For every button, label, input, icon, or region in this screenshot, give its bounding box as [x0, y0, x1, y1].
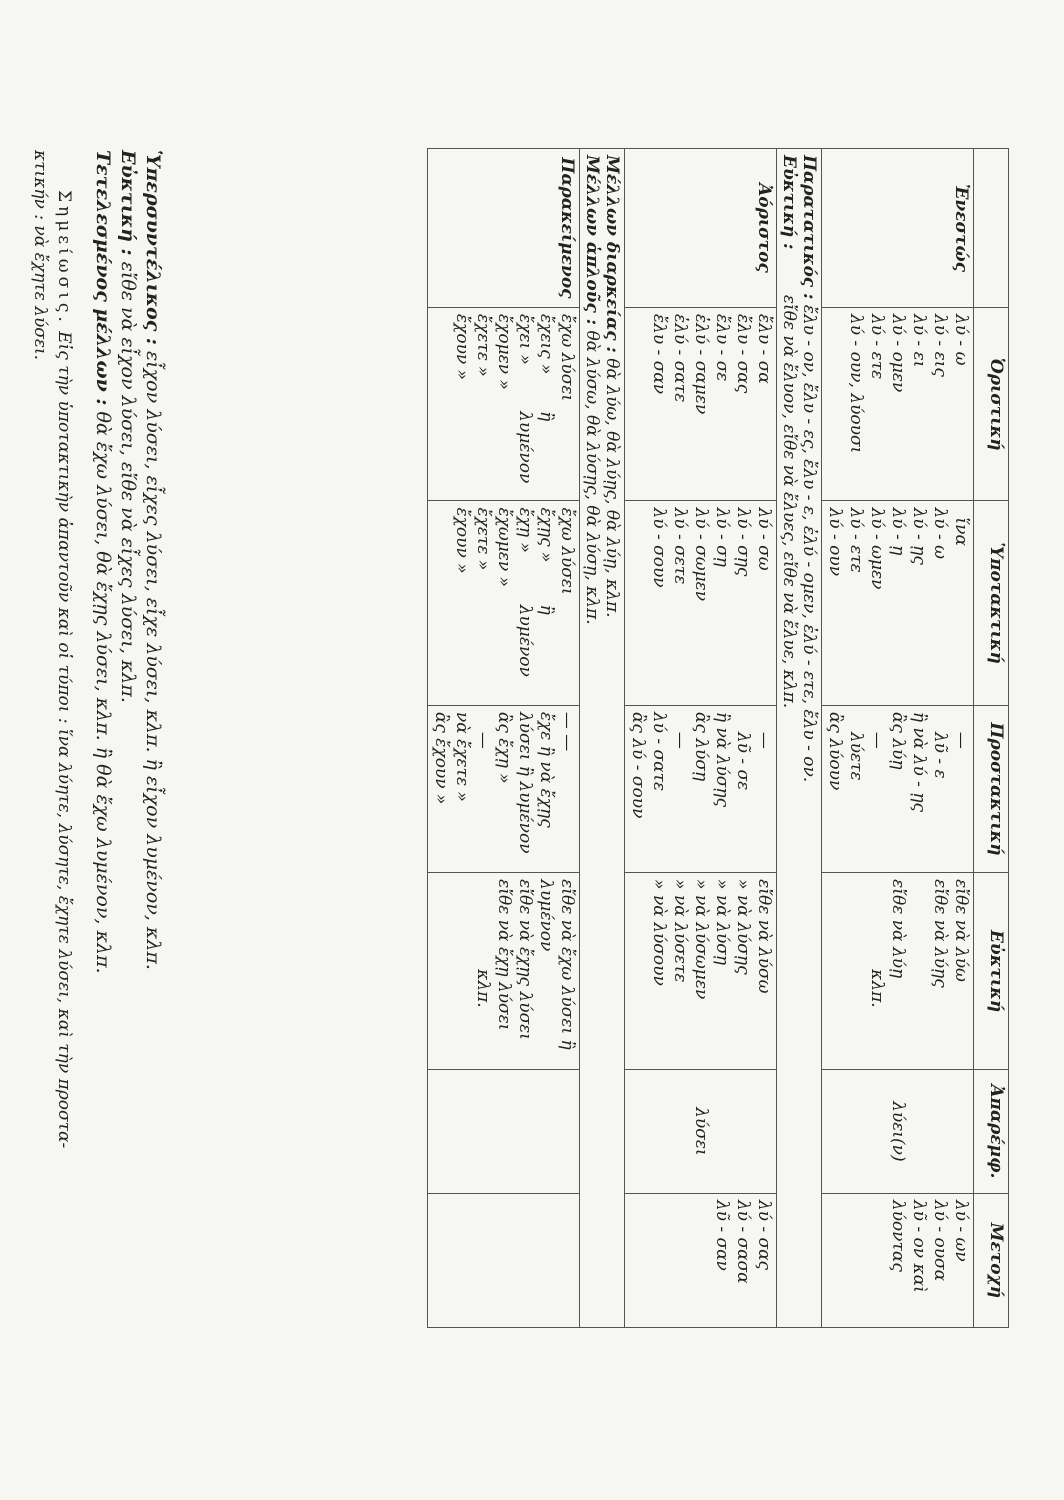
paratatikos-forms: ἔλυ - ον, ἔλυ - ες, ἔλυ - ε, ἐλύ - ομεν, ἐλύ - ετε, ἔλυ - ον. [799, 304, 819, 783]
note-text-2: κτικήν : νὰ ἔχητε λύσει. [30, 150, 50, 361]
form: ἢ [536, 604, 556, 615]
ypersyntelikos-forms: εἶχον λύσει, εἶχες λύσει, εἶχε λύσει, κλπ. ἢ εἶχον λυμένον, κλπ. [142, 351, 164, 970]
header-empty [974, 149, 1009, 308]
tetelesmenos-label: Τετελεσμένος μέλλων : [92, 150, 114, 406]
enestos-metochi [822, 1193, 974, 1327]
form: ἂς λύῃ [888, 711, 908, 770]
tetelesmenos-forms: θὰ ἔχω λύσει, θὰ ἔχῃς λύσει, κλπ. ἢ θὰ ἔχω λυμένον, κλπ. [92, 411, 114, 974]
efktiki-label-below: Εὐκτική : [117, 150, 139, 256]
form: εἴθε νὰ ἔχω λύσει ἢ [557, 879, 577, 1050]
form: λύ - σῃς [733, 507, 753, 577]
aoristos-efktiki [625, 873, 777, 1070]
aoristos-aparemfato [625, 1069, 777, 1193]
form: εἴθε νὰ λύῃ [888, 879, 908, 979]
form: εἴθε νὰ λύῃς [930, 879, 950, 988]
conjugation-table [427, 148, 1009, 1328]
form: ἂς λύ - σουν [628, 711, 648, 819]
note-text: Εἰς τὴν ὑποτακτικὴν ἀπαντοῦν καὶ οἱ τύποι : ἵνα λύητε, λύσητε, ἔχητε λύσει, καὶ τὴν προστα- [54, 331, 74, 1149]
form: ἔχῃς » [536, 507, 556, 563]
mellon-diarkeias-label: Μέλλων διαρκείας : [602, 155, 622, 353]
form: εἴθε νὰ λύω [951, 879, 971, 982]
form: λύει(ν) [888, 1101, 908, 1162]
form: ἔχετε » [473, 507, 493, 571]
row-mellon [580, 149, 625, 1328]
efktiki-line [117, 150, 139, 703]
form: ἔχουν » [452, 507, 472, 574]
mellon-diarkeias-forms: θὰ λύω, θὰ λύῃς, θὰ λύῃ, κλπ. [602, 358, 622, 618]
form: λύσει [691, 1107, 711, 1156]
form: λύ - σετε [670, 507, 690, 585]
aoristos-ypotaktiki [625, 501, 777, 705]
note-line-2 [30, 150, 50, 360]
header-efktiki: Εὐκτική [974, 873, 1009, 1070]
note-label: Σημείωσις. [54, 190, 74, 326]
header-oristiki: Ὁριστική [974, 307, 1009, 501]
form: » νὰ λύσετε [670, 879, 690, 983]
form: ἔχετε » [473, 313, 493, 377]
form: λύ - ων [951, 1199, 971, 1262]
form: λυμένον [536, 879, 556, 952]
form: » νὰ λύσωμεν [691, 879, 711, 1000]
aoristos-oristiki [625, 307, 777, 501]
parakeimenos-prostaktiki [428, 705, 580, 872]
form: λύ - σας [754, 1199, 774, 1271]
form: λύετε [846, 731, 866, 781]
row-aoristos [625, 149, 777, 1328]
enestos-oristiki [822, 307, 974, 501]
header-prostaktiki: Προστακτική [974, 705, 1009, 872]
parakeimenos-aparemfato [428, 1069, 580, 1193]
form: λῦ - σαν [712, 1199, 732, 1271]
aoristos-prostaktiki [625, 705, 777, 872]
form: ἢ [536, 411, 556, 422]
form: ἔχω λύσει [557, 313, 577, 402]
form: ἔλυ - σα [754, 313, 774, 384]
tense-parakeimenos: Παρακείμενος [428, 149, 580, 308]
form: λύ - ετε [867, 313, 887, 380]
form: λύ - σουν [649, 507, 669, 588]
row-parakeimenos [428, 149, 580, 1328]
ypersyntelikos-label: Ὑπερσυντέλικος : [142, 150, 164, 345]
form: λυμένον [515, 604, 535, 677]
form: ἔχομεν » [494, 313, 514, 390]
form: λύ - ω [951, 313, 971, 366]
form: λύ - ωμεν [867, 507, 887, 590]
form [908, 879, 929, 1063]
form: — [754, 731, 774, 749]
header-aparemfato: Ἀπαρέμφ. [974, 1069, 1009, 1193]
form: λύ - εις [930, 313, 950, 377]
efktiki-label: Εὐκτική : [779, 155, 799, 250]
form: ἔχῃ » [515, 507, 535, 553]
form: ἢ νὰ λύσῃς [712, 711, 732, 808]
form: λύσει ἢ λυμένον [515, 711, 535, 854]
paratatikos-label: Παρατατικός : [799, 155, 819, 300]
form: ἔχε ἢ νὰ ἔχῃς [536, 711, 556, 828]
aoristos-metochi [625, 1193, 777, 1327]
form: λυμένον [515, 411, 535, 484]
efktiki-forms-below: εἴθε νὰ εἶχον λύσει, εἴθε νὰ εἶχες λύσει, κλπ. [117, 261, 139, 703]
form: λύ - σω [754, 507, 774, 571]
form: λύ - ει [909, 313, 929, 368]
form: λύοντας [888, 1199, 908, 1272]
mellon-aplous-forms: θὰ λύσω, θὰ λύσῃς, θὰ λύσῃ, κλπ. [582, 330, 602, 625]
form: λῦ - ον καὶ [909, 1199, 929, 1293]
paratatikos-cell [777, 149, 822, 1328]
form: — [951, 731, 971, 749]
form: λύ - ω [930, 507, 950, 559]
tense-enestos: Ἐνεστώς [822, 149, 974, 308]
form: ἂς ἔχῃ » [494, 711, 514, 784]
form: εἴθε νὰ ἔχῃ λύσει [494, 879, 514, 1031]
form: — [670, 731, 690, 749]
mellon-aplous-label: Μέλλων ἁπλοῦς : [582, 155, 602, 326]
header-metochi: Μετοχή [974, 1193, 1009, 1327]
form: — — [557, 711, 577, 752]
enestos-aparemfato [822, 1069, 974, 1193]
parakeimenos-ypotaktiki [428, 501, 580, 705]
form: — [867, 731, 887, 749]
enestos-ypotaktiki [822, 501, 974, 705]
form: ἂς λύουν [825, 711, 845, 791]
form: λύ - σωμεν [691, 507, 711, 602]
ypersyntelikos-line [142, 150, 164, 970]
form: κλπ. [473, 969, 493, 1008]
form: λύ - ῃς [909, 507, 929, 565]
efktiki-forms: εἴθε νὰ ἔλυον, εἴθε νὰ ἔλυες, εἴθε νὰ ἔλυε, κλπ. [779, 294, 799, 709]
form: ἵνα [951, 517, 971, 546]
form: ἔχεις » [536, 313, 556, 375]
form: ἐλύ - σαμεν [691, 313, 711, 415]
form: λῦ - σε [733, 731, 753, 791]
header-ypotaktiki: Ὑποτακτική [974, 501, 1009, 705]
form: λύ - ῃ [888, 507, 908, 556]
form: ἔχει » [515, 313, 535, 365]
form: λύ - σῃ [712, 507, 732, 567]
form: λύ - ετε [846, 507, 866, 573]
form: ἔλυ - σας [733, 313, 753, 394]
form: ἔχω λύσει [557, 507, 577, 595]
form: ἐλύ - σατε [670, 313, 690, 403]
note-line [54, 190, 74, 1148]
mellon-cell [580, 149, 625, 1328]
form: ἔχωμεν » [494, 507, 514, 588]
form: » νὰ λύσουν [649, 879, 669, 986]
parakeimenos-efktiki [428, 873, 580, 1070]
form: κλπ. [867, 969, 887, 1008]
form: λύ - ουν [825, 507, 845, 577]
row-enestos [822, 149, 974, 1328]
form: λύ - ομεν [888, 313, 908, 393]
form: ἢ νὰ λύ - ῃς [909, 711, 929, 813]
enestos-prostaktiki [822, 705, 974, 872]
form: ἂς ἔχουν » [431, 711, 451, 805]
tetelesmenos-line [92, 150, 114, 973]
form: λῦ - ε [930, 731, 950, 779]
tense-aoristos: Ἀόριστος [625, 149, 777, 308]
form: λύ - σασα [733, 1199, 753, 1284]
form: λύ - ουσα [930, 1199, 950, 1282]
parakeimenos-oristiki [428, 307, 580, 501]
form: εἴθε νὰ λύσω [754, 879, 774, 994]
form: λύ - ουν, λύουσι [846, 313, 866, 454]
form: ἔλυ - σαν [649, 313, 669, 395]
row-paratatikos [777, 149, 822, 1328]
enestos-efktiki [822, 873, 974, 1070]
form: νὰ ἔχετε » [452, 711, 472, 802]
form: λύ - σατε [649, 711, 669, 792]
form: ἂς λύσῃ [691, 711, 711, 782]
table-header-row [974, 149, 1009, 1328]
form: » νὰ λύσῃ [712, 879, 732, 966]
form: » νὰ λύσῃς [733, 879, 753, 975]
parakeimenos-metochi [428, 1193, 580, 1327]
form: ἔχουν » [452, 313, 472, 381]
form: εἴθε νὰ ἔχῃς λύσει [515, 879, 535, 1040]
form: — [473, 731, 493, 749]
form: ἔλυ - σε [712, 313, 732, 382]
